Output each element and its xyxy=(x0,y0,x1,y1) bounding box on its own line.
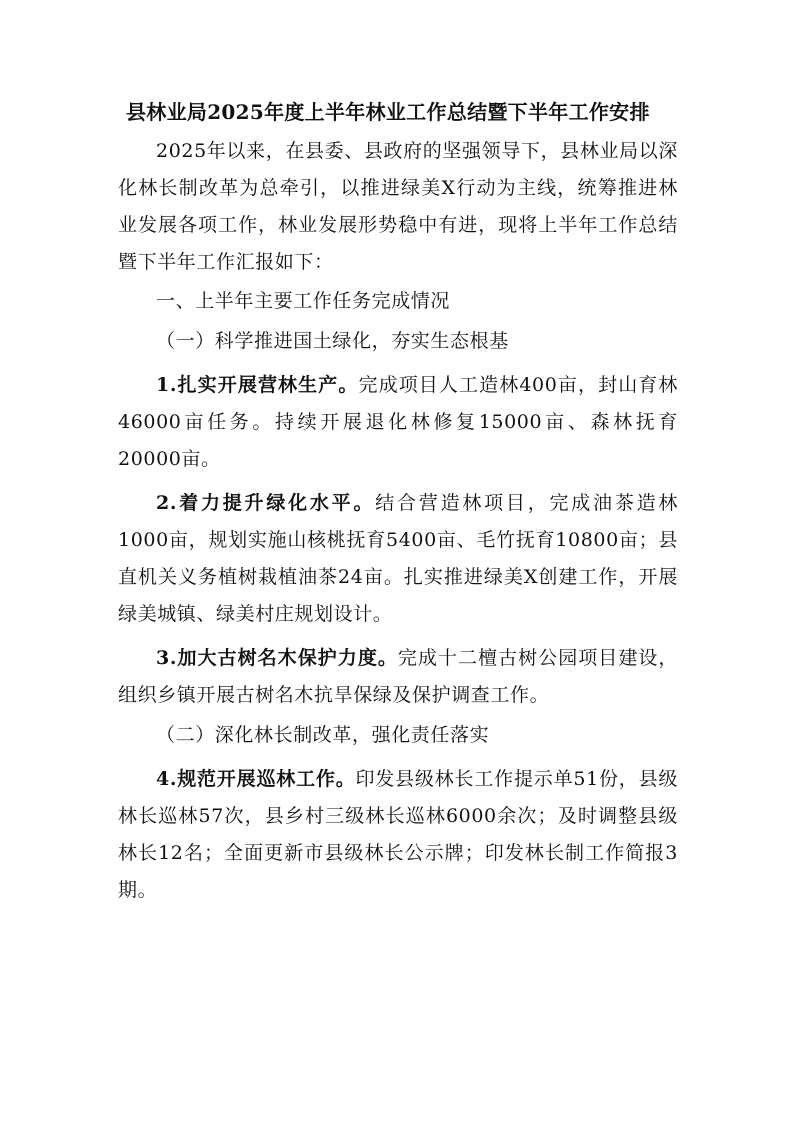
item-title: 2.着力提升绿化水平。 xyxy=(156,492,376,514)
item-body: 结合营造林项目，完成油茶造林1000亩，规划实施山核桃抚育5400亩、毛竹抚育10800亩；县直机关义务植树栽植油茶24亩。扎实推进绿美X创建工作，开展绿美城镇、绿美村庄规划设计。 xyxy=(118,492,679,625)
list-item xyxy=(118,761,678,909)
item-title: 1.扎实开展营林生产。 xyxy=(156,374,359,396)
list-item xyxy=(118,485,678,633)
subsection-heading-1: （一）科学推进国土绿化，夯实生态根基 xyxy=(156,330,509,352)
item-body: 完成项目人工造林400亩，封山育林46000亩任务。持续开展退化林修复15000亩、森林抚育20000亩。 xyxy=(118,374,679,470)
item-body: 印发县级林长工作提示单51份，县级林长巡林57次，县乡村三级林长巡林6000余次；及时调整县级林长12名；全面更新市县级林长公示牌；印发林长制工作简报3期。 xyxy=(118,768,678,901)
item-title: 3.加大古树名木保护力度。 xyxy=(156,647,398,669)
item-title: 4.规范开展巡林工作。 xyxy=(156,768,356,790)
intro-paragraph: 2025年以来，在县委、县政府的坚强领导下，县林业局以深化林长制改革为总牵引，以推进绿美X行动为主线，统筹推进林业发展各项工作，林业发展形势稳中有进，现将上半年工作总结暨下半年工作汇报如下： xyxy=(118,140,678,273)
document-title: 县林业局2025年度上半年林业工作总结暨下半年工作安排 xyxy=(126,100,650,124)
document-page xyxy=(118,96,678,909)
section-heading-1: 一、上半年主要工作任务完成情况 xyxy=(156,290,451,312)
list-item xyxy=(118,640,678,714)
item-body: 完成十二檀古树公园项目建设，组织乡镇开展古树名木抗旱保绿及保护调查工作。 xyxy=(118,647,679,706)
list-item xyxy=(118,367,678,478)
subsection-heading-2: （二）深化林长制改革，强化责任落实 xyxy=(156,724,490,746)
